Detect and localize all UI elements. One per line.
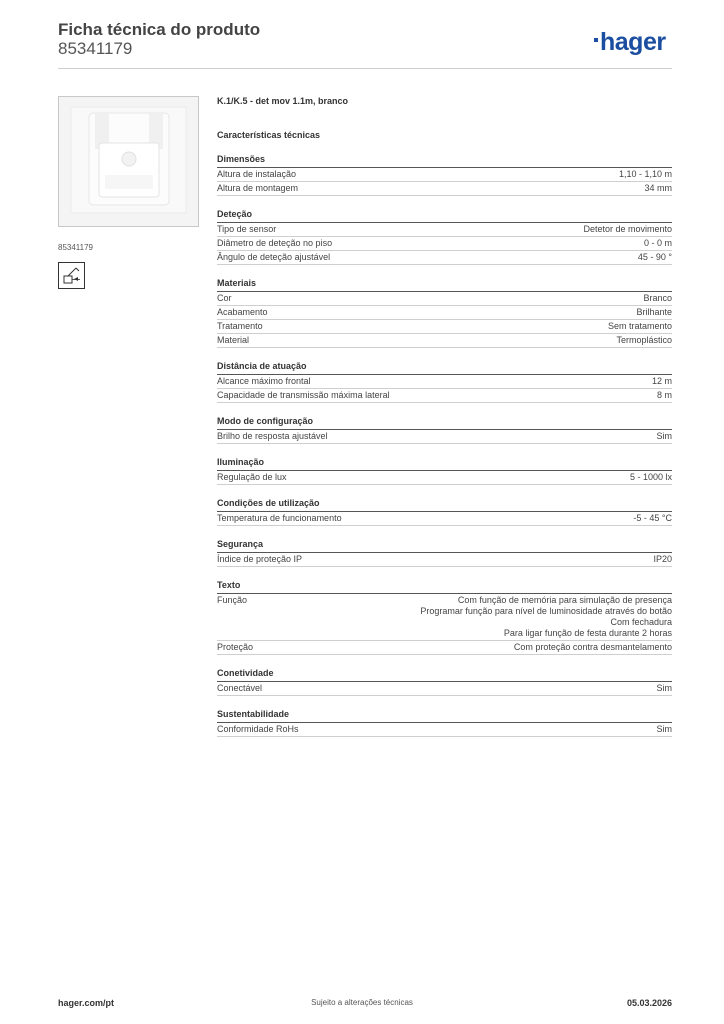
spec-value-line: Sim [656,724,672,734]
spec-row [217,237,672,251]
spec-value [514,642,672,653]
spec-value-line: 0 - 0 m [643,238,672,248]
spec-row [217,389,672,403]
footer-date: 05.03.2026 [626,998,672,1008]
spec-value-line: 34 mm [644,183,672,193]
technical-characteristics-title: Características técnicas [217,130,321,140]
spec-row [217,430,672,444]
spec-row [217,682,672,696]
spec-value [616,335,672,346]
spec-row [217,182,672,196]
spec-section [217,709,672,737]
spec-section [217,539,672,567]
spec-section [217,361,672,403]
spec-value [652,376,672,387]
spec-row [217,306,672,320]
spec-label: Capacidade de transmissão máxima lateral [217,390,390,400]
spec-value-line: Programar função para nível de luminosidade através do botão [420,606,672,616]
spec-section [217,457,672,485]
spec-row [217,334,672,348]
spec-row [217,553,672,567]
spec-section [217,580,672,655]
spec-value [420,595,672,639]
spec-label: Tipo de sensor [217,224,277,234]
motion-sensor-symbol-icon [58,262,85,289]
spec-value [583,224,672,235]
spec-label: Índice de proteção IP [217,554,303,564]
spec-row [217,223,672,237]
spec-row [217,594,672,641]
logo-dot [594,38,598,42]
spec-value-line: IP20 [653,554,672,564]
hager-logo[interactable] [594,28,666,56]
spec-value [636,307,672,318]
spec-value-line: Detetor de movimento [583,224,672,234]
product-name: K.1/K.5 - det mov 1.1m, branco [217,96,349,106]
spec-section [217,209,672,265]
spec-value-line: Sim [656,683,672,693]
spec-row [217,168,672,182]
spec-value-line: Com proteção contra desmantelamento [513,642,672,652]
spec-section [217,498,672,526]
spec-value [657,683,673,694]
spec-value-line: Sem tratamento [607,321,672,331]
spec-value [657,431,673,442]
spec-value-line: Com fechadura [610,617,672,627]
product-image [58,96,199,227]
spec-value-line: Branco [643,293,672,303]
section-title: Texto [217,580,672,594]
spec-value-line: 5 - 1000 lx [629,472,672,482]
section-title: Conetividade [217,668,672,682]
footer-disclaimer: Sujeito a alterações técnicas [311,998,413,1007]
spec-value-line: Brilhante [636,307,672,317]
spec-row [217,471,672,485]
spec-value-line: Termoplástico [616,335,672,345]
spec-row [217,320,672,334]
spec-value [638,252,672,263]
section-title: Modo de configuração [217,416,672,430]
spec-section [217,416,672,444]
header-divider [58,68,672,69]
spec-label: Acabamento [217,307,268,317]
spec-label: Regulação de lux [217,472,287,482]
spec-label: Temperatura de funcionamento [217,513,342,523]
section-title: Iluminação [217,457,672,471]
spec-value [633,513,672,524]
spec-row [217,512,672,526]
spec-row [217,723,672,737]
section-title: Distância de atuação [217,361,672,375]
spec-value [619,169,672,180]
spec-label: Alcance máximo frontal [217,376,311,386]
spec-value-line: -5 - 45 °C [633,513,672,523]
product-code: 85341179 [58,39,133,58]
spec-label: Altura de instalação [217,169,297,179]
spec-value-line: 45 - 90 ° [637,252,672,262]
spec-label: Ângulo de deteção ajustável [217,252,331,262]
spec-value-line: 12 m [651,376,672,386]
spec-value [643,293,672,304]
spec-value-line: Com função de memória para simulação de presença [457,595,672,605]
spec-row [217,375,672,389]
technical-content [217,96,672,737]
spec-value-line: 1,10 - 1,10 m [618,169,672,179]
spec-label: Função [217,595,248,605]
spec-label: Cor [217,293,232,303]
page-title: Ficha técnica do produto [58,20,261,39]
spec-label: Material [217,335,250,345]
spec-value [657,390,672,401]
spec-value-line: 8 m [656,390,672,400]
motion-detector-illustration [59,97,198,226]
spec-label: Diâmetro de deteção no piso [217,238,333,248]
spec-value-line: Sim [656,431,672,441]
side-product-code: 85341179 [58,243,93,252]
spec-section [217,154,672,196]
spec-value [608,321,672,332]
spec-section [217,278,672,348]
section-title: Condições de utilização [217,498,672,512]
spec-section [217,668,672,696]
spec-value [644,183,672,194]
spec-label: Altura de montagem [217,183,299,193]
spec-label: Conectável [217,683,263,693]
section-title: Sustentabilidade [217,709,672,723]
spec-label: Tratamento [217,321,263,331]
spec-label: Proteção [217,642,254,652]
section-title: Deteção [217,209,672,223]
section-title: Dimensões [217,154,672,168]
spec-value [630,472,672,483]
section-title: Segurança [217,539,672,553]
spec-row [217,292,672,306]
spec-row [217,251,672,265]
spec-value [644,238,672,249]
spec-label: Brilho de resposta ajustável [217,431,328,441]
spec-label: Conformidade RoHs [217,724,299,734]
section-title: Materiais [217,278,672,292]
spec-value [657,724,673,735]
spec-sections [217,154,672,737]
logo-text: hager [600,28,666,56]
footer-website-link[interactable]: hager.com/pt [58,998,115,1008]
spec-value-line: Para ligar função de festa durante 2 horas [503,628,672,638]
spec-value [653,554,672,565]
spec-row [217,641,672,655]
